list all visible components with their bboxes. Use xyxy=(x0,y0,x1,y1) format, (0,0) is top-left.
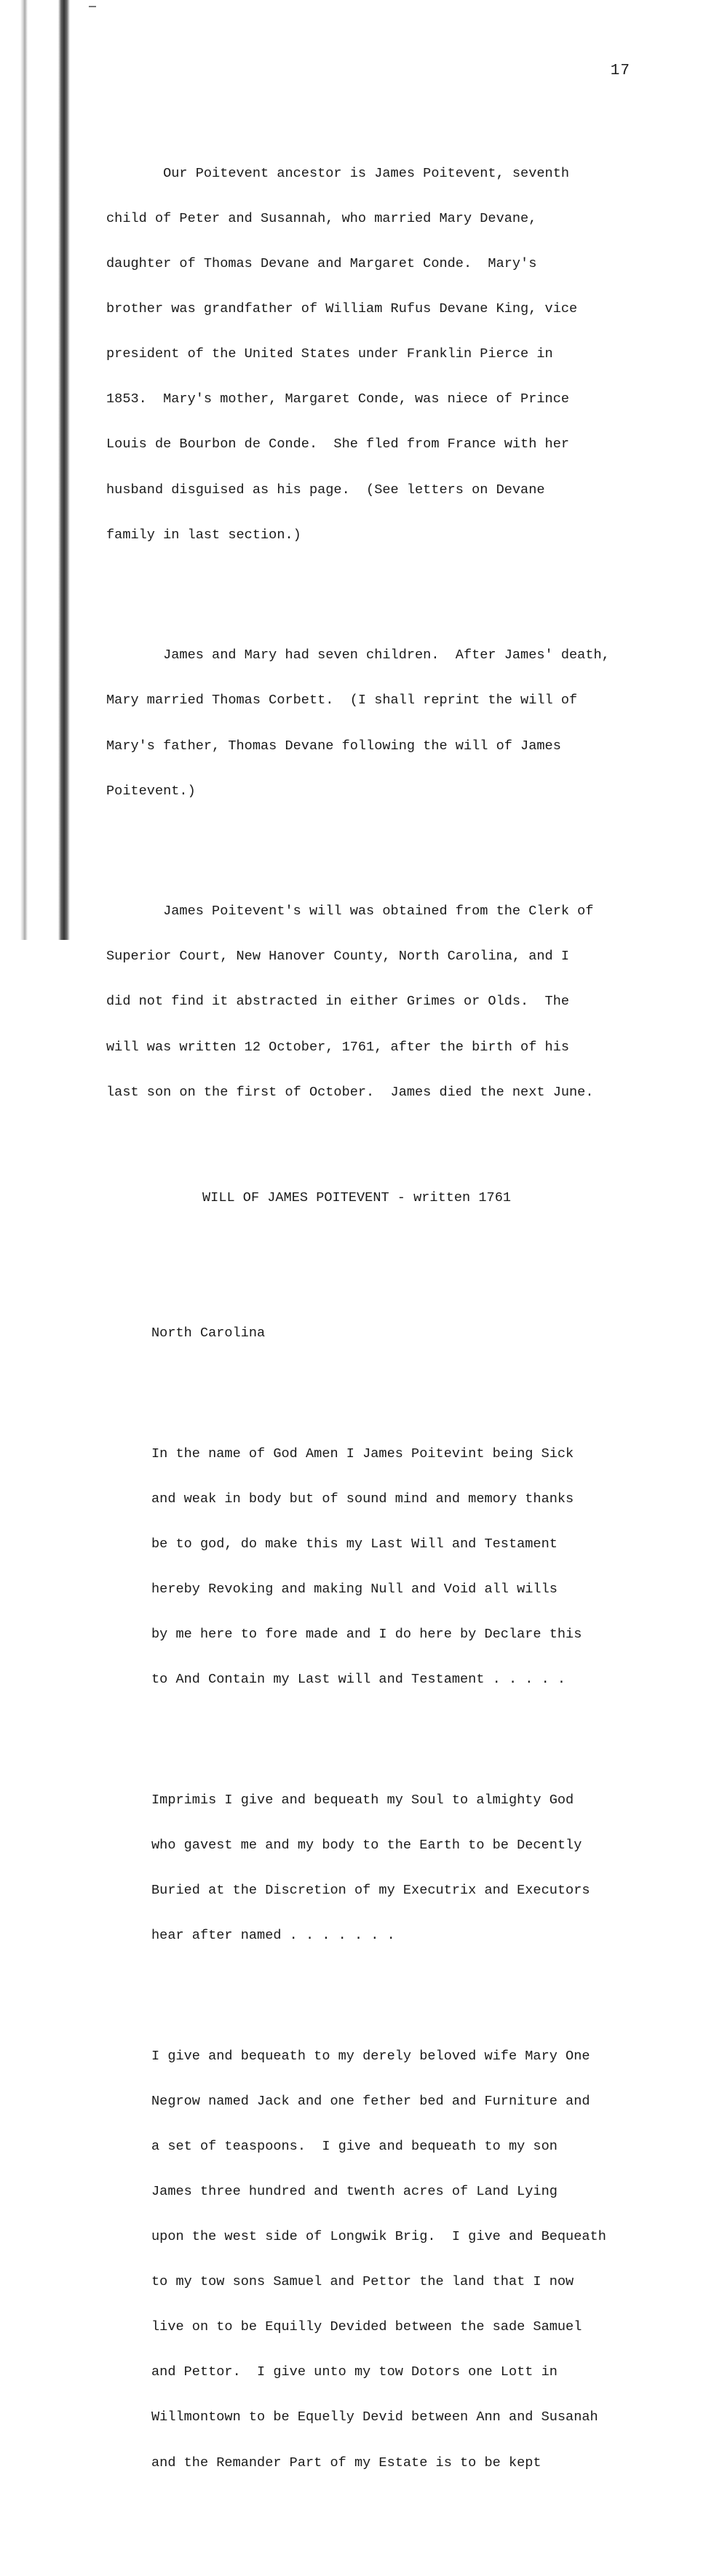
text-line: and Pettor. I give unto my tow Dotors one Lott in xyxy=(151,2364,558,2380)
will-text xyxy=(151,1266,674,2546)
text-line: a set of teaspoons. I give and bequeath to my son xyxy=(151,2138,558,2154)
text-line: live on to be Equilly Devided between the sade Samuel xyxy=(151,2319,582,2335)
text-line: last son on the first of October. James died the next June. xyxy=(106,1084,594,1100)
text-line: who gavest me and my body to the Earth to be Decently xyxy=(151,1837,582,1853)
text-line: be to god, do make this my Last Will and Testament xyxy=(151,1536,558,1552)
text-line: 1853. Mary's mother, Margaret Conde, was niece of Prince xyxy=(106,391,570,407)
will-title: WILL OF JAMES POITEVENT - written 1761 xyxy=(202,1189,512,1205)
text-line: Louis de Bourbon de Conde. She fled from France with her xyxy=(106,436,570,452)
binding-mark xyxy=(89,6,96,7)
paragraph-intro-3 xyxy=(106,874,674,1131)
text-line: I give and bequeath to my derely beloved wife Mary One xyxy=(151,2048,590,2064)
paragraph-intro-1 xyxy=(106,136,674,573)
text-line: will was written 12 October, 1761, after the birth of his xyxy=(106,1039,570,1055)
text-line: daughter of Thomas Devane and Margaret Conde. Mary's xyxy=(106,256,537,272)
text-line: and weak in body but of sound mind and memory thanks xyxy=(151,1491,574,1507)
text-line: James Poitevent's will was obtained from the Clerk of xyxy=(106,904,594,920)
document-body xyxy=(106,106,674,2576)
paragraph-intro-2 xyxy=(106,618,674,829)
text-line: Poitevent.) xyxy=(106,783,196,799)
text-line: hear after named . . . . . . . xyxy=(151,1927,395,1943)
text-line: Negrow named Jack and one fether bed and Furniture and xyxy=(151,2093,590,2109)
text-line: to And Contain my Last will and Testament . . . . . xyxy=(151,1672,566,1688)
text-line: Imprimis I give and bequeath my Soul to almighty God xyxy=(151,1792,574,1808)
text-line: James and Mary had seven children. After James' death, xyxy=(106,647,610,663)
text-line: James three hundred and twenth acres of Land Lying xyxy=(151,2183,558,2199)
text-line: Willmontown to be Equelly Devid between Ann and Susanah xyxy=(151,2409,598,2425)
text-line: child of Peter and Susannah, who married Mary Devane, xyxy=(106,210,537,226)
will-paragraph-bequests xyxy=(151,2019,674,2501)
will-paragraph-imprimis xyxy=(151,1763,674,1974)
text-line: and the Remander Part of my Estate is to be kept xyxy=(151,2455,542,2471)
page-number: 17 xyxy=(610,63,630,79)
text-line: Our Poitevent ancestor is James Poitevent, seventh xyxy=(106,165,570,181)
will-paragraph-heading xyxy=(151,1296,674,1371)
text-line: brother was grandfather of William Rufus Devane King, vice xyxy=(106,301,578,317)
text-line: hereby Revoking and making Null and Void all wills xyxy=(151,1581,558,1597)
text-line: to my tow sons Samuel and Pettor the land that I now xyxy=(151,2274,574,2290)
text-line: by me here to fore made and I do here by Declare this xyxy=(151,1626,582,1642)
text-line: Superior Court, New Hanover County, North Carolina, and I xyxy=(106,949,570,965)
text-line: North Carolina xyxy=(151,1325,266,1341)
binding-edge xyxy=(20,0,76,940)
text-line: Mary married Thomas Corbett. (I shall reprint the will of xyxy=(106,693,578,709)
text-line: did not find it abstracted in either Grimes or Olds. The xyxy=(106,994,570,1010)
will-paragraph-preamble xyxy=(151,1416,674,1718)
text-line: In the name of God Amen I James Poitevint being Sick xyxy=(151,1445,574,1462)
text-line: Buried at the Discretion of my Executrix and Executors xyxy=(151,1882,590,1898)
text-line: Mary's father, Thomas Devane following the will of James xyxy=(106,738,561,754)
text-line: president of the United States under Franklin Pierce in xyxy=(106,346,553,362)
text-line: family in last section.) xyxy=(106,527,301,543)
text-line: husband disguised as his page. (See letters on Devane xyxy=(106,482,545,498)
text-line: upon the west side of Longwik Brig. I give and Bequeath xyxy=(151,2229,606,2245)
